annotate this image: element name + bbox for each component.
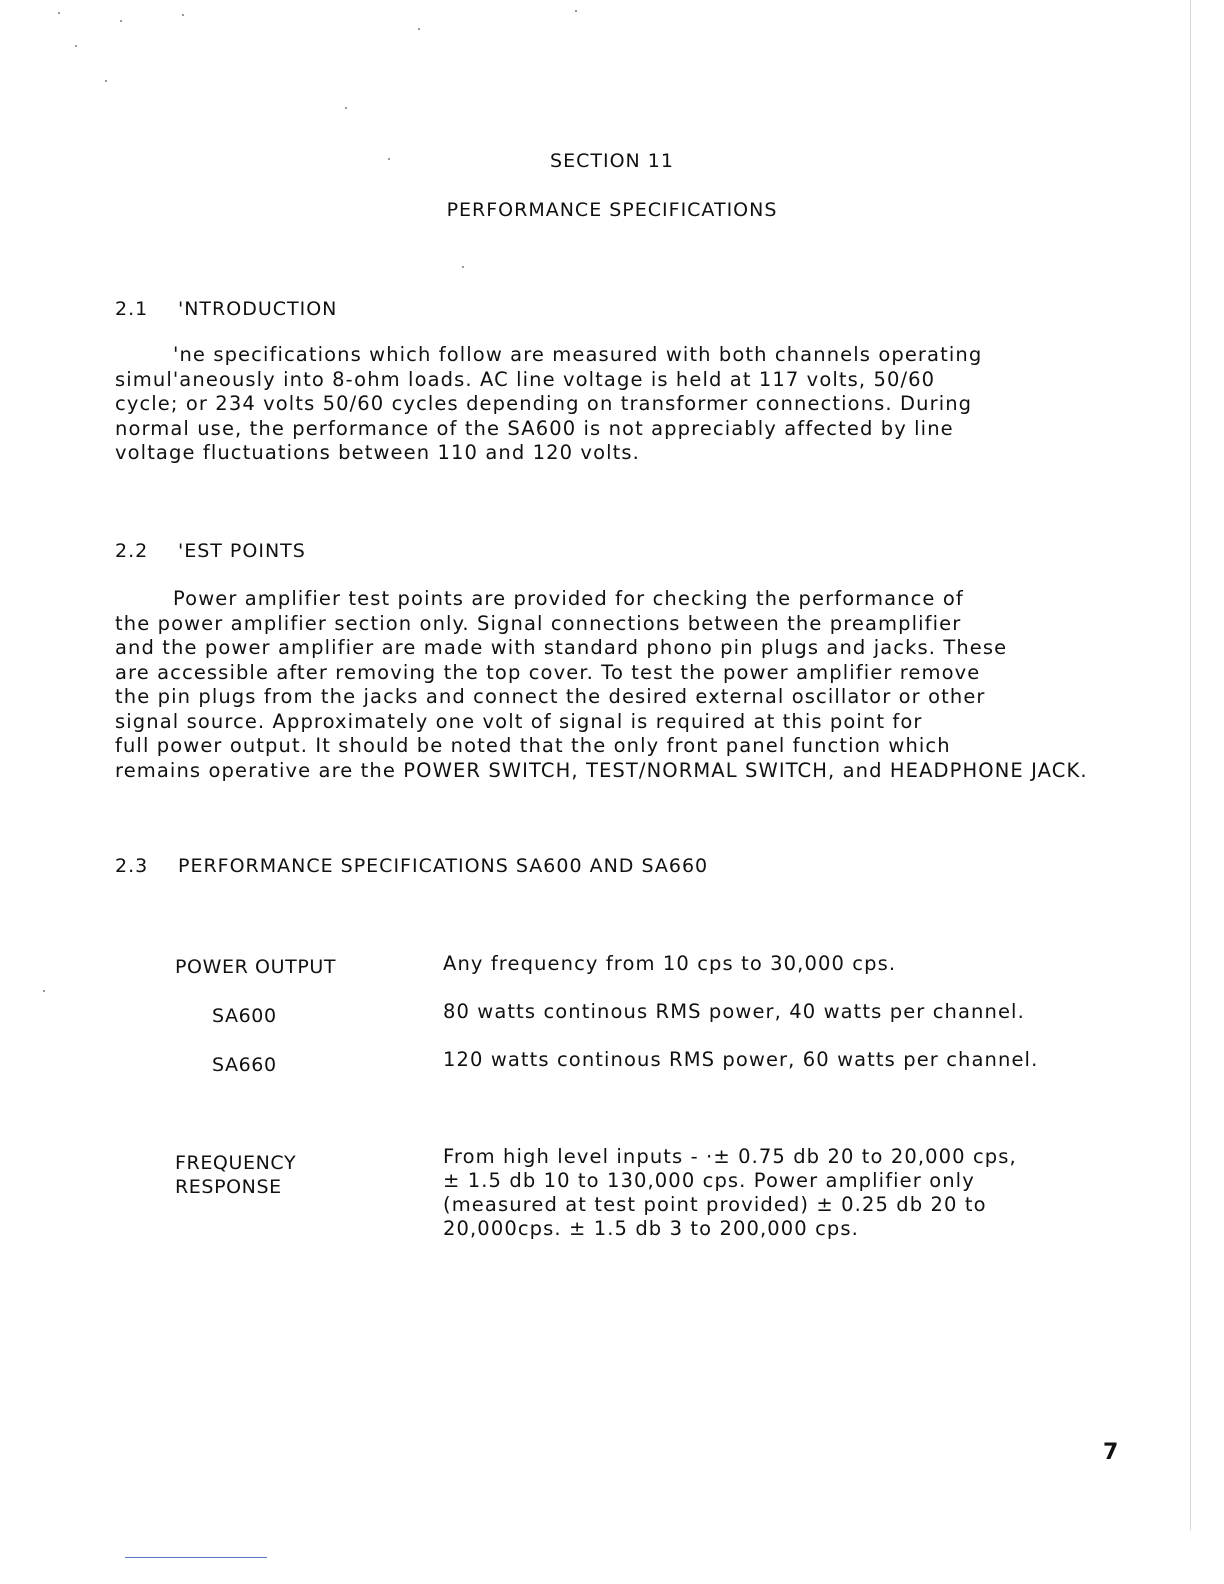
scan-speck (105, 80, 107, 82)
scan-speck (462, 266, 464, 268)
paragraph-line: are accessible after removing the top cover. To test the power amplifier remove (115, 660, 981, 684)
sa660-label: SA660 (212, 1054, 277, 1076)
sa600-value: 80 watts continous RMS power, 40 watts per channel. (443, 1000, 1025, 1023)
paragraph-line: the pin plugs from the jacks and connect the desired external oscillator or other (115, 685, 986, 708)
footnote-rule (125, 1557, 267, 1558)
spec-line: 20,000cps. ± 1.5 db 3 to 200,000 cps. (443, 1217, 859, 1240)
scan-speck (75, 45, 77, 47)
paragraph-line: the power amplifier section only. Signal connections between the preamplifier (115, 611, 962, 635)
scan-speck (575, 10, 577, 12)
test-points-heading (115, 540, 306, 562)
sa660-value: 120 watts continous RMS power, 60 watts per channel. (443, 1048, 1039, 1071)
response-label: RESPONSE (175, 1176, 282, 1198)
scan-speck (182, 14, 184, 16)
spec-line: From high level inputs - ·± 0.75 db 20 to 20,000 cps, (443, 1145, 1017, 1168)
spec-line: ± 1.5 db 10 to 130,000 cps. Power amplifier only (443, 1169, 975, 1192)
scan-speck (345, 107, 347, 109)
sa600-label: SA600 (212, 1005, 277, 1027)
scan-edge-line (1190, 0, 1191, 1530)
paragraph-line: cycle; or 234 volts 50/60 cycles depending on transformer connections. During (115, 392, 973, 415)
power-output-label: POWER OUTPUT (175, 956, 337, 978)
test-points-paragraph (115, 587, 1105, 783)
paragraph-line: signal source. Approximately one volt of signal is required at this point for (115, 709, 923, 733)
paragraph-line: voltage fluctuations between 110 and 120 volts. (115, 441, 640, 464)
scan-speck (43, 990, 45, 992)
scan-speck (120, 20, 122, 22)
paragraph-line: and the power amplifier are made with standard phono pin plugs and jacks. These (115, 636, 1008, 659)
paragraph-line: Power amplifier test points are provided for checking the performance of (173, 587, 964, 610)
intro-paragraph (115, 343, 1105, 466)
scan-speck (418, 28, 420, 30)
paragraph-line: full power output. It should be noted that the only front panel function which (115, 734, 951, 757)
frequency-label: FREQUENCY (175, 1152, 297, 1174)
frequency-response-value (443, 1145, 1017, 1241)
spec-line: (measured at test point provided) ± 0.25 db 20 to (443, 1193, 987, 1216)
perf-specs-heading (115, 855, 708, 877)
paragraph-line: normal use, the performance of the SA600 is not appreciably affected by line (115, 416, 954, 440)
paragraph-line: 'ne specifications which follow are measured with both channels operating (173, 343, 983, 366)
scan-speck (58, 12, 60, 14)
intro-heading (115, 298, 337, 320)
intro-title: 'NTRODUCTION (178, 298, 338, 320)
paragraph-line: simul'aneously into 8-ohm loads. AC line voltage is held at 117 volts, 50/60 (115, 367, 936, 391)
intro-number: 2.1 (115, 298, 149, 320)
section-subtitle: PERFORMANCE SPECIFICATIONS (446, 199, 778, 221)
paragraph-line: remains operative are the POWER SWITCH, TEST/NORMAL SWITCH, and HEADPHONE JACK. (115, 758, 1088, 782)
section-title: SECTION 11 (550, 150, 674, 172)
perf-specs-number: 2.3 (115, 855, 149, 877)
test-points-title: 'EST POINTS (178, 540, 306, 562)
power-output-value: Any frequency from 10 cps to 30,000 cps. (443, 952, 897, 975)
page-number: 7 (1103, 1440, 1119, 1465)
test-points-number: 2.2 (115, 540, 149, 562)
perf-specs-title: PERFORMANCE SPECIFICATIONS SA600 AND SA660 (178, 855, 709, 877)
